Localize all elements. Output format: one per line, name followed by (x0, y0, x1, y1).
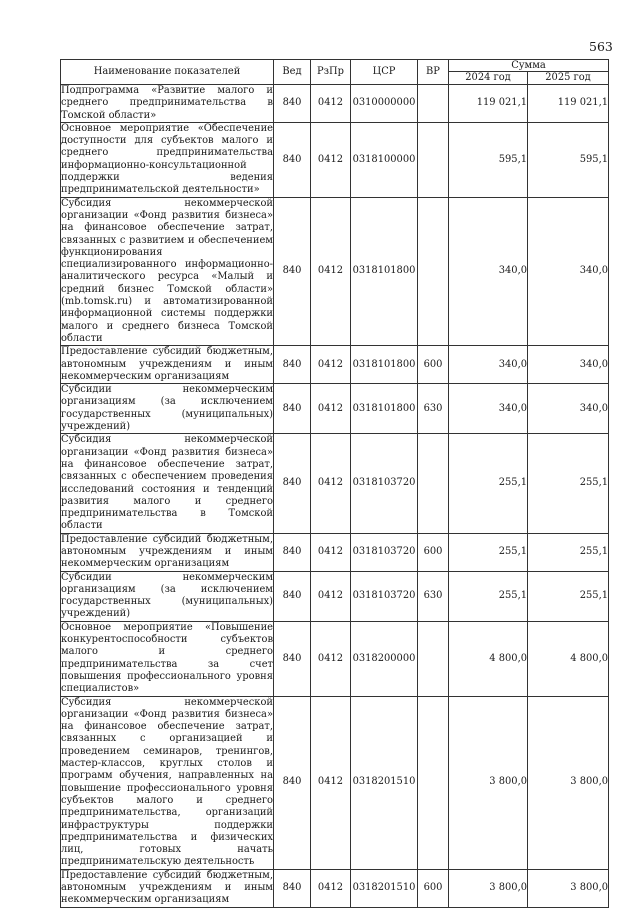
row-name: Предоставление субсидий бюджетным, автономным учреждениям и иным некоммерческим организациям (61, 533, 273, 570)
row-sum-2024: 340,0 (449, 384, 528, 434)
row-name: Субсидия некоммерческой организации «Фонд развития бизнеса» на финансовое обеспечение затрат, связанных с обеспечением проведения исследований состояния и тенденций развития малого и среднего предпринимательства в Томской области (61, 434, 273, 532)
row-csr: 0318201510 (351, 696, 418, 869)
row-vr (418, 85, 449, 123)
row-csr: 0318101800 (351, 197, 418, 346)
row-name: Предоставление субсидий бюджетным, автономным учреждениям и иным некоммерческим организациям (61, 346, 273, 382)
row-csr: 0310000000 (351, 85, 418, 123)
table-row (61, 384, 609, 434)
table-row (61, 122, 609, 197)
row-name: Субсидии некоммерческим организациям (за исключением государственных (муниципальных) учреждений) (61, 384, 273, 433)
header-year-2025: 2025 год (528, 72, 609, 85)
table-row (61, 346, 609, 384)
row-name: Субсидия некоммерческой организации «Фонд развития бизнеса» на финансовое обеспечение затрат, связанных с развитием и обеспечением функционирования специализированного информационно-аналитического ресурса «Малый и средний бизнес Томской области» (mb.tomsk.ru) и автоматизированной информационной системы поддержки малого и среднего бизнеса Томской области (61, 197, 273, 344)
row-sum-2025: 3 800,0 (528, 696, 609, 869)
table-row (61, 197, 609, 346)
row-sum-2025: 595,1 (528, 122, 609, 197)
row-vr (418, 621, 449, 696)
row-rzpr: 0412 (311, 434, 351, 533)
budget-table (60, 59, 609, 908)
row-rzpr: 0412 (311, 197, 351, 346)
row-csr: 0318201510 (351, 869, 418, 907)
row-ved: 840 (274, 85, 311, 123)
row-name: Субсидии некоммерческим организациям (за исключением государственных (муниципальных) учреждений) (61, 571, 273, 620)
row-sum-2025: 255,1 (528, 434, 609, 533)
row-vr: 630 (418, 384, 449, 434)
row-sum-2025: 255,1 (528, 533, 609, 571)
header-rzpr: РзПр (311, 60, 351, 85)
row-ved: 840 (274, 869, 311, 907)
row-rzpr: 0412 (311, 85, 351, 123)
row-sum-2024: 255,1 (449, 571, 528, 621)
row-ved: 840 (274, 346, 311, 384)
row-ved: 840 (274, 384, 311, 434)
row-sum-2025: 255,1 (528, 571, 609, 621)
header-name: Наименование показателей (61, 60, 274, 85)
header-sum: Сумма (449, 60, 609, 72)
row-rzpr: 0412 (311, 621, 351, 696)
row-csr: 0318103720 (351, 571, 418, 621)
row-ved: 840 (274, 197, 311, 346)
table-row (61, 533, 609, 571)
table-row (61, 434, 609, 533)
row-csr: 0318103720 (351, 434, 418, 533)
row-sum-2024: 3 800,0 (449, 696, 528, 869)
row-rzpr: 0412 (311, 122, 351, 197)
row-vr: 600 (418, 869, 449, 907)
row-vr (418, 197, 449, 346)
header-csr: ЦСР (351, 60, 418, 85)
row-name: Основное мероприятие «Обеспечение доступности для субъектов малого и среднего предпринимательства информационно-консультационной поддержки ведения предпринимательской деятельности» (61, 122, 273, 196)
row-sum-2024: 3 800,0 (449, 869, 528, 907)
table-row (61, 571, 609, 621)
row-name: Предоставление субсидий бюджетным, автономным учреждениям и иным некоммерческим организациям (61, 869, 273, 906)
row-sum-2025: 340,0 (528, 197, 609, 346)
row-sum-2024: 340,0 (449, 197, 528, 346)
row-vr (418, 434, 449, 533)
header-year-2024: 2024 год (449, 72, 528, 85)
table-row (61, 696, 609, 869)
table-row (61, 621, 609, 696)
row-sum-2024: 255,1 (449, 434, 528, 533)
row-rzpr: 0412 (311, 346, 351, 384)
row-sum-2024: 4 800,0 (449, 621, 528, 696)
row-rzpr: 0412 (311, 571, 351, 621)
row-ved: 840 (274, 122, 311, 197)
row-sum-2024: 255,1 (449, 533, 528, 571)
row-sum-2025: 119 021,1 (528, 85, 609, 123)
row-name: Подпрограмма «Развитие малого и среднего предпринимательства в Томской области» (61, 85, 273, 121)
row-vr: 600 (418, 346, 449, 384)
row-sum-2025: 340,0 (528, 346, 609, 384)
row-sum-2025: 3 800,0 (528, 869, 609, 907)
table-row (61, 869, 609, 907)
row-sum-2024: 119 021,1 (449, 85, 528, 123)
row-vr (418, 696, 449, 869)
row-rzpr: 0412 (311, 533, 351, 571)
row-rzpr: 0412 (311, 869, 351, 907)
row-vr: 600 (418, 533, 449, 571)
row-sum-2025: 340,0 (528, 384, 609, 434)
table-row (61, 85, 609, 123)
row-name: Основное мероприятие «Повышение конкурентоспособности субъектов малого и среднего предпринимательства за счет повышения профессионального уровня специалистов» (61, 621, 273, 695)
row-ved: 840 (274, 621, 311, 696)
header-ved: Вед (274, 60, 311, 85)
row-csr: 0318100000 (351, 122, 418, 197)
row-rzpr: 0412 (311, 384, 351, 434)
row-csr: 0318103720 (351, 533, 418, 571)
row-ved: 840 (274, 571, 311, 621)
row-vr (418, 122, 449, 197)
row-sum-2024: 340,0 (449, 346, 528, 384)
row-csr: 0318101800 (351, 384, 418, 434)
page-number: 563 (589, 39, 613, 54)
row-sum-2025: 4 800,0 (528, 621, 609, 696)
row-name: Субсидия некоммерческой организации «Фонд развития бизнеса» на финансовое обеспечение затрат, связанных с организацией и проведением семинаров, тренингов, мастер-классов, круглых столов и программ обучения, направленных на повышение профессионального уровня субъектов малого и среднего предпринимательства, организаций инфраструктуры поддержки предпринимательства и физических лиц, готовых начать предпринимательскую деятельность (61, 696, 273, 868)
header-vr: ВР (418, 60, 449, 85)
row-ved: 840 (274, 696, 311, 869)
row-vr: 630 (418, 571, 449, 621)
table-header (61, 60, 609, 85)
row-rzpr: 0412 (311, 696, 351, 869)
row-sum-2024: 595,1 (449, 122, 528, 197)
row-csr: 0318200000 (351, 621, 418, 696)
row-ved: 840 (274, 533, 311, 571)
row-csr: 0318101800 (351, 346, 418, 384)
row-ved: 840 (274, 434, 311, 533)
